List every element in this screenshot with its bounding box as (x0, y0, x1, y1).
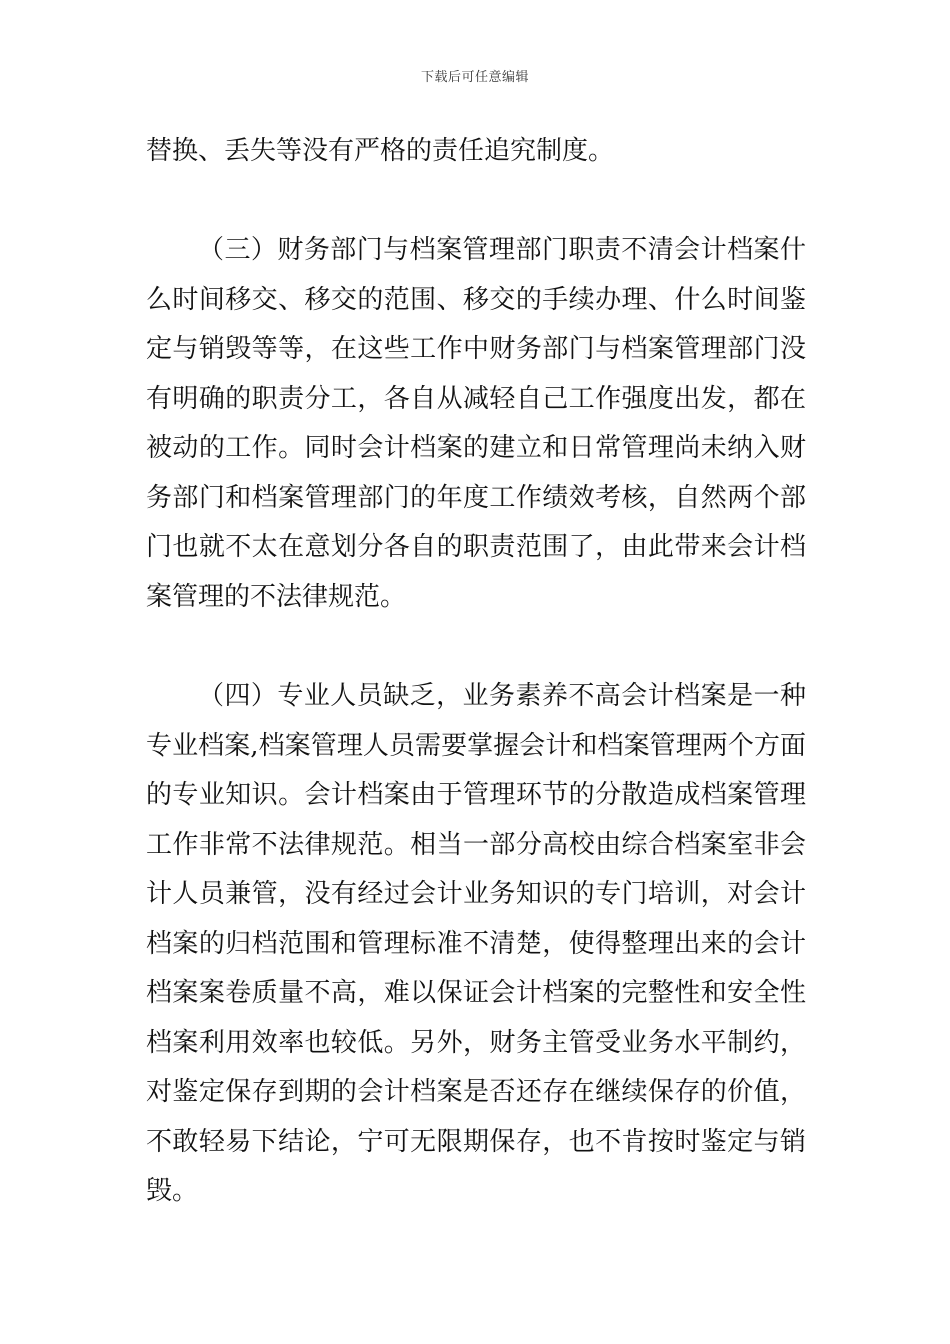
paragraph-section-3: （三）财务部门与档案管理部门职责不清会计档案什么时间移交、移交的范围、移交的手续办理、什么时间鉴定与销毁等等，在这些工作中财务部门与档案管理部门没有明确的职责分工，各自从减轻自己工作强度出发，都在被动的工作。同时会计档案的建立和日常管理尚未纳入财务部门和档案管理部门的年度工作绩效考核，自然两个部门也就不太在意划分各自的职责范围了，由此带来会计档案管理的不法律规范。 (146, 235, 806, 612)
page-header-note: 下载后可任意编辑 (420, 70, 529, 85)
paragraph-section-4: （四）专业人员缺乏，业务素养不高会计档案是一种专业档案,档案管理人员需要掌握会计和档案管理两个方面的专业知识。会计档案由于管理环节的分散造成档案管理工作非常不法律规范。相当一部分高校由综合档案室非会计人员兼管，没有经过会计业务知识的专门培训，对会计档案的归档范围和管理标准不清楚，使得整理出来的会计档案案卷质量不高，难以保证会计档案的完整性和安全性档案利用效率也较低。另外，财务主管受业务水平制约，对鉴定保存到期的会计档案是否还存在继续保存的价值，不敢轻易下结论，宁可无限期保存，也不肯按时鉴定与销毁。 (146, 681, 806, 1206)
paragraph-continued: 替换、丢失等没有严格的责任追究制度。 (146, 136, 615, 166)
